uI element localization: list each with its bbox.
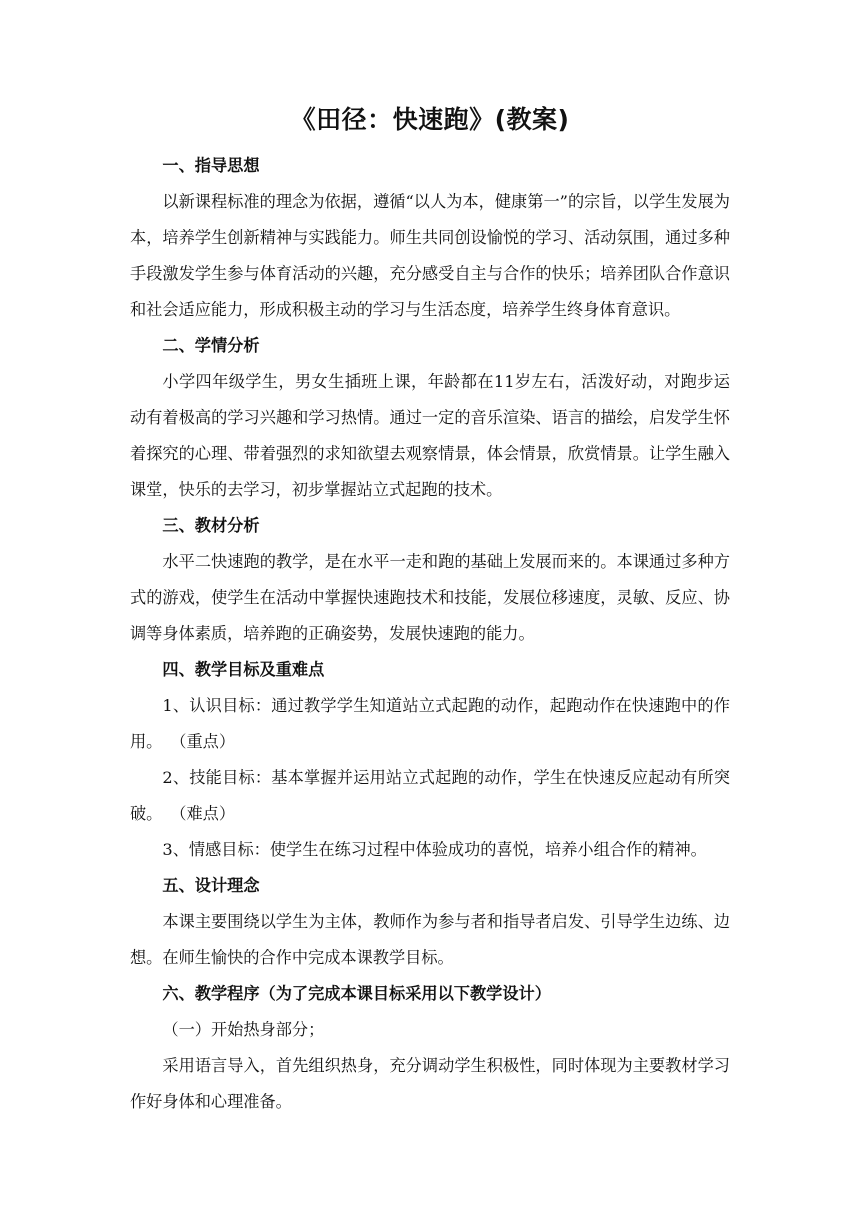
section-heading-teaching-goals: 四、教学目标及重难点 — [162, 660, 325, 679]
paragraph-warmup: 采用语言导入，首先组织热身，充分调动学生积极性，同时体现为主要教材学习作好身体和心理准备。 — [130, 1056, 730, 1111]
section-heading-student-analysis: 二、学情分析 — [162, 336, 260, 355]
goal-skill — [130, 760, 730, 832]
goal-skill-text: 2、技能目标：基本掌握并运用站立式起跑的动作，学生在快速反应起动有所突破。 — [130, 768, 730, 823]
goal-cognitive-text: 1、认识目标：通过教学学生知道站立式起跑的动作，起跑动作在快速跑中的作用。 — [130, 696, 730, 751]
paragraph-guiding-ideology: 以新课程标准的理念为依据，遵循“以人为本，健康第一”的宗旨，以学生发展为本，培养学生创新精神与实践能力。师生共同创设愉悦的学习、活动氛围，通过多种手段激发学生参与体育活动的兴趣，充分感受自主与合作的快乐；培养团队合作意识和社会适应能力，形成积极主动的学习与生活态度，培养学生终身体育意识。 — [130, 192, 730, 319]
paragraph-student-analysis: 小学四年级学生，男女生插班上课，年龄都在11岁左右，活泼好动，对跑步运动有着极高的学习兴趣和学习热情。通过一定的音乐渲染、语言的描绘，启发学生怀着探究的心理、带着强烈的求知欲望去观察情景，体会情景，欣赏情景。让学生融入课堂，快乐的去学习，初步掌握站立式起跑的技术。 — [130, 372, 730, 499]
subheading-warmup: （一）开始热身部分； — [162, 1020, 325, 1039]
document-body — [130, 148, 730, 1120]
document-title: 《田径：快速跑》(教案) — [290, 105, 570, 134]
paragraph-material-analysis: 水平二快速跑的教学，是在水平一走和跑的基础上发展而来的。本课通过多种方式的游戏，使学生在活动中掌握快速跑技术和技能，发展位移速度，灵敏、反应、协调等身体素质，培养跑的正确姿势，发展快速跑的能力。 — [130, 552, 730, 643]
paragraph-design-concept: 本课主要围绕以学生为主体，教师作为参与者和指导者启发、引导学生边练、边想。在师生愉快的合作中完成本课教学目标。 — [130, 912, 730, 967]
goal-affective: 3、情感目标：使学生在练习过程中体验成功的喜悦，培养小组合作的精神。 — [162, 840, 707, 859]
section-heading-guiding-ideology: 一、指导思想 — [162, 156, 260, 175]
goal-cognitive — [130, 688, 730, 760]
goal-cognitive-note: （重点） — [178, 732, 236, 751]
section-heading-material-analysis: 三、教材分析 — [162, 516, 260, 535]
section-heading-teaching-procedure: 六、教学程序（为了完成本课目标采用以下教学设计） — [162, 984, 551, 1003]
section-heading-design-concept: 五、设计理念 — [162, 876, 260, 895]
goal-skill-note: （难点） — [178, 804, 236, 823]
